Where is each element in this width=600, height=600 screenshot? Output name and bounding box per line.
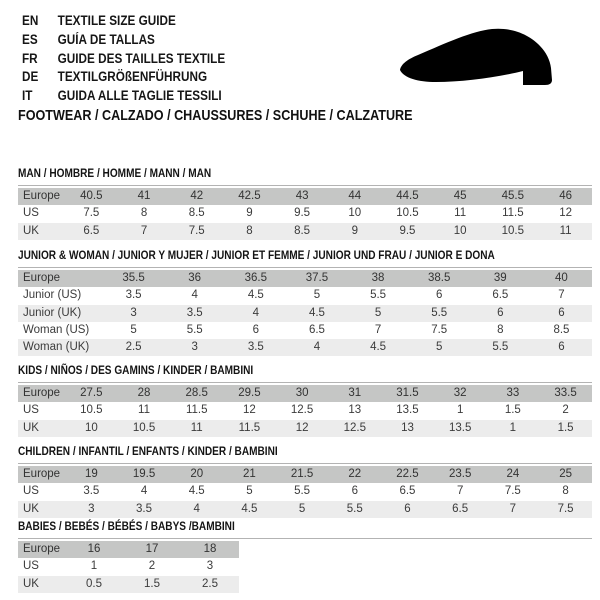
size-cell: 4	[225, 305, 286, 322]
size-cell: 17	[123, 541, 181, 558]
size-cell: 45.5	[487, 188, 540, 205]
size-cell: 41	[118, 188, 171, 205]
size-cell: 1.5	[123, 576, 181, 593]
size-cell: 21	[223, 466, 276, 483]
table-rule	[18, 267, 592, 356]
size-cell: 4.5	[348, 339, 409, 356]
size-row	[18, 339, 592, 356]
size-cell: 5	[348, 305, 409, 322]
size-cell: 24	[487, 466, 540, 483]
size-cell: 6.5	[308, 323, 325, 336]
row-label: Woman (UK)	[18, 339, 103, 356]
section-babies	[18, 519, 592, 593]
size-row	[18, 205, 592, 222]
language-label: TEXTILGRÖßENFÜHRUNG	[57, 69, 208, 85]
size-cell: 11.5	[223, 420, 276, 437]
size-cell: 19.5	[118, 466, 171, 483]
language-label: GUIDE DES TAILLES TEXTILE	[57, 50, 226, 66]
shoe-icon	[394, 26, 584, 102]
size-cell: 1	[456, 404, 464, 417]
size-cell: 40	[531, 270, 592, 287]
size-cell: 28	[118, 385, 171, 402]
row-label: US	[23, 404, 39, 417]
size-cell: 12.5	[290, 404, 314, 417]
table-rule	[18, 185, 592, 240]
size-cell: 13.5	[396, 404, 419, 417]
language-row-en	[22, 12, 225, 31]
size-cell: 6	[351, 485, 358, 498]
language-code: FR	[22, 50, 38, 66]
size-row	[18, 576, 239, 593]
size-cell: 3.5	[225, 339, 286, 356]
size-cell: 6	[531, 305, 592, 322]
size-cell: 12.5	[328, 420, 381, 437]
size-cell: 7	[487, 501, 540, 518]
size-cell: 6.5	[492, 289, 509, 302]
row-label: Europe	[18, 188, 65, 205]
size-cell: 44	[328, 188, 381, 205]
size-cell: 5.5	[328, 501, 381, 518]
size-cell: 1	[90, 560, 98, 573]
size-cell: 10	[348, 207, 362, 220]
size-cell: 11	[454, 207, 467, 220]
size-cell: 37.5	[286, 270, 347, 287]
size-row	[18, 402, 592, 419]
size-cell: 8.5	[553, 323, 570, 336]
language-list	[22, 12, 256, 106]
size-cell: 22.5	[381, 466, 434, 483]
size-cell: 32	[434, 385, 487, 402]
row-label: US	[23, 560, 39, 573]
size-cell: 4	[191, 289, 198, 302]
size-cell: 40.5	[65, 188, 118, 205]
size-cell: 38	[348, 270, 409, 287]
language-code: DE	[22, 69, 39, 85]
size-cell: 7	[374, 323, 382, 336]
section-children	[18, 444, 592, 518]
size-cell: 39	[470, 270, 531, 287]
size-cell: 28.5	[170, 385, 223, 402]
size-row-header	[18, 188, 592, 205]
row-label: Junior (US)	[23, 289, 82, 302]
row-label: Europe	[18, 541, 65, 558]
size-cell: 31	[328, 385, 381, 402]
size-cell: 3	[164, 339, 225, 356]
size-cell: 4.5	[188, 485, 205, 498]
size-cell: 1	[487, 420, 540, 437]
size-cell: 9.5	[294, 207, 311, 220]
size-cell: 5	[130, 323, 137, 336]
size-row	[18, 322, 592, 339]
size-cell: 36	[164, 270, 225, 287]
language-label: GUÍA DE TALLAS	[57, 31, 155, 47]
size-cell: 7.5	[504, 485, 521, 498]
size-cell: 22	[328, 466, 381, 483]
size-cell: 11	[170, 420, 223, 437]
size-cell: 16	[65, 541, 123, 558]
size-cell: 6	[435, 289, 443, 302]
size-cell: 13	[348, 404, 362, 417]
size-cell: 7.5	[431, 323, 448, 336]
row-label: UK	[18, 223, 65, 240]
size-cell: 5.5	[470, 339, 531, 356]
size-cell: 3	[206, 560, 214, 573]
size-cell: 4	[140, 485, 148, 498]
size-cell: 11	[539, 223, 592, 240]
size-cell: 38.5	[409, 270, 470, 287]
size-cell: 8.5	[276, 223, 329, 240]
language-row-fr	[22, 50, 225, 69]
size-cell: 7	[558, 289, 565, 302]
row-label: UK	[18, 420, 65, 437]
size-cell: 1.5	[539, 420, 592, 437]
size-cell: 4	[170, 501, 223, 518]
size-table-junior-woman	[18, 270, 592, 356]
language-code: IT	[22, 88, 33, 104]
row-label: UK	[18, 501, 65, 518]
language-row-it	[22, 87, 225, 106]
size-cell: 0.5	[65, 576, 123, 593]
size-row	[18, 483, 592, 500]
size-row	[18, 558, 239, 575]
size-cell: 6.5	[65, 223, 118, 240]
size-cell: 42	[170, 188, 223, 205]
size-cell: 6	[381, 501, 434, 518]
size-cell: 10.5	[396, 207, 419, 220]
size-table-babies	[18, 541, 239, 593]
size-cell: 43	[276, 188, 329, 205]
language-row-de	[22, 68, 225, 87]
row-label: UK	[18, 576, 65, 593]
table-rule	[18, 463, 592, 518]
size-cell: 9.5	[381, 223, 434, 240]
size-cell: 8.5	[188, 207, 205, 220]
section-title-junior-woman: JUNIOR & WOMAN / JUNIOR Y MUJER / JUNIOR ET FEMME / JUNIOR UND FRAU / JUNIOR E DONA	[18, 248, 495, 262]
size-cell: 7	[456, 485, 464, 498]
size-cell: 9	[328, 223, 381, 240]
size-cell: 10.5	[118, 420, 171, 437]
section-title-babies: BABIES / BEBÉS / BÉBÉS / BABYS /BAMBINI	[18, 519, 235, 533]
size-cell: 36.5	[225, 270, 286, 287]
size-cell: 3.5	[83, 485, 100, 498]
size-cell: 33	[487, 385, 540, 402]
size-cell: 35.5	[103, 270, 164, 287]
size-cell: 5.5	[186, 323, 203, 336]
size-cell: 2.5	[181, 576, 239, 593]
size-cell: 3	[103, 305, 164, 322]
size-cell: 10.5	[80, 404, 103, 417]
size-cell: 12	[243, 404, 256, 417]
size-cell: 13.5	[434, 420, 487, 437]
size-cell: 21.5	[276, 466, 329, 483]
size-cell: 5.5	[409, 305, 470, 322]
size-row	[18, 305, 592, 322]
size-cell: 8	[140, 207, 148, 220]
size-cell: 12	[276, 420, 329, 437]
size-cell: 31.5	[381, 385, 434, 402]
size-cell: 7.5	[83, 207, 100, 220]
row-label: Europe	[18, 466, 65, 483]
size-cell: 10	[434, 223, 487, 240]
size-table-children	[18, 466, 592, 518]
size-row-header	[18, 270, 592, 287]
size-cell: 9	[246, 207, 253, 220]
size-row	[18, 501, 592, 518]
size-cell: 13	[381, 420, 434, 437]
language-code: ES	[22, 31, 38, 47]
size-cell: 4.5	[247, 289, 264, 302]
size-cell: 12	[559, 207, 572, 220]
size-cell: 45	[434, 188, 487, 205]
size-cell: 2	[148, 560, 156, 573]
row-label: US	[23, 207, 39, 220]
size-cell: 7.5	[170, 223, 223, 240]
section-title-kids: KIDS / NIÑOS / DES GAMINS / KINDER / BAMBINI	[18, 363, 254, 377]
size-cell: 3.5	[118, 501, 171, 518]
size-cell: 29.5	[223, 385, 276, 402]
section-man	[18, 166, 592, 240]
size-cell: 6.5	[434, 501, 487, 518]
row-label: US	[23, 485, 39, 498]
size-cell: 18	[181, 541, 239, 558]
row-label: Junior (UK)	[18, 305, 103, 322]
size-cell: 27.5	[65, 385, 118, 402]
size-cell: 44.5	[381, 188, 434, 205]
size-cell: 6	[252, 323, 260, 336]
size-cell: 20	[170, 466, 223, 483]
size-cell: 4.5	[223, 501, 276, 518]
size-cell: 6	[470, 305, 531, 322]
size-cell: 7.5	[539, 501, 592, 518]
row-label: Europe	[18, 385, 65, 402]
size-cell: 10.5	[487, 223, 540, 240]
section-title-children: CHILDREN / INFANTIL / ENFANTS / KINDER / BAMBINI	[18, 444, 278, 458]
category-title: FOOTWEAR / CALZADO / CHAUSSURES / SCHUHE / CALZATURE	[18, 107, 413, 124]
size-cell: 4	[286, 339, 347, 356]
size-cell: 2	[562, 404, 569, 417]
size-cell: 5.5	[294, 485, 311, 498]
size-cell: 5	[313, 289, 321, 302]
size-cell: 5	[409, 339, 470, 356]
size-cell: 3.5	[125, 289, 142, 302]
size-cell: 6	[531, 339, 592, 356]
size-cell: 8	[223, 223, 276, 240]
language-row-es	[22, 31, 225, 50]
size-cell: 4.5	[286, 305, 347, 322]
size-cell: 3.5	[164, 305, 225, 322]
section-junior-woman	[18, 248, 592, 356]
size-cell: 25	[539, 466, 592, 483]
size-cell: 1.5	[504, 404, 521, 417]
size-cell: 42.5	[223, 188, 276, 205]
size-table-man	[18, 188, 592, 240]
size-cell: 7	[118, 223, 171, 240]
size-row-header	[18, 541, 239, 558]
size-row	[18, 420, 592, 437]
size-cell: 46	[539, 188, 592, 205]
size-cell: 11.5	[185, 404, 208, 417]
language-label: TEXTILE SIZE GUIDE	[57, 13, 176, 28]
row-label: Europe	[18, 270, 103, 287]
size-row	[18, 223, 592, 240]
language-code: EN	[22, 13, 39, 28]
size-cell: 11	[138, 404, 150, 417]
table-rule	[18, 538, 592, 593]
size-cell: 30	[276, 385, 329, 402]
size-cell: 11.5	[502, 207, 524, 220]
section-title-man: MAN / HOMBRE / HOMME / MANN / MAN	[18, 166, 212, 180]
size-cell: 8	[562, 485, 569, 498]
size-cell: 6.5	[399, 485, 416, 498]
size-cell: 10	[65, 420, 118, 437]
size-cell: 23.5	[434, 466, 487, 483]
size-row-header	[18, 385, 592, 402]
language-label: GUIDA ALLE TAGLIE TESSILI	[57, 88, 222, 104]
size-table-kids	[18, 385, 592, 437]
size-row-header	[18, 466, 592, 483]
size-cell: 2.5	[103, 339, 164, 356]
size-cell: 33.5	[539, 385, 592, 402]
size-cell: 5	[246, 485, 253, 498]
size-cell: 5.5	[370, 289, 387, 302]
table-rule	[18, 382, 592, 437]
size-row	[18, 287, 592, 304]
size-cell: 3	[65, 501, 118, 518]
size-cell: 8	[497, 323, 504, 336]
row-label: Woman (US)	[23, 323, 90, 336]
section-kids	[18, 363, 592, 437]
size-cell: 5	[276, 501, 329, 518]
size-cell: 19	[65, 466, 118, 483]
